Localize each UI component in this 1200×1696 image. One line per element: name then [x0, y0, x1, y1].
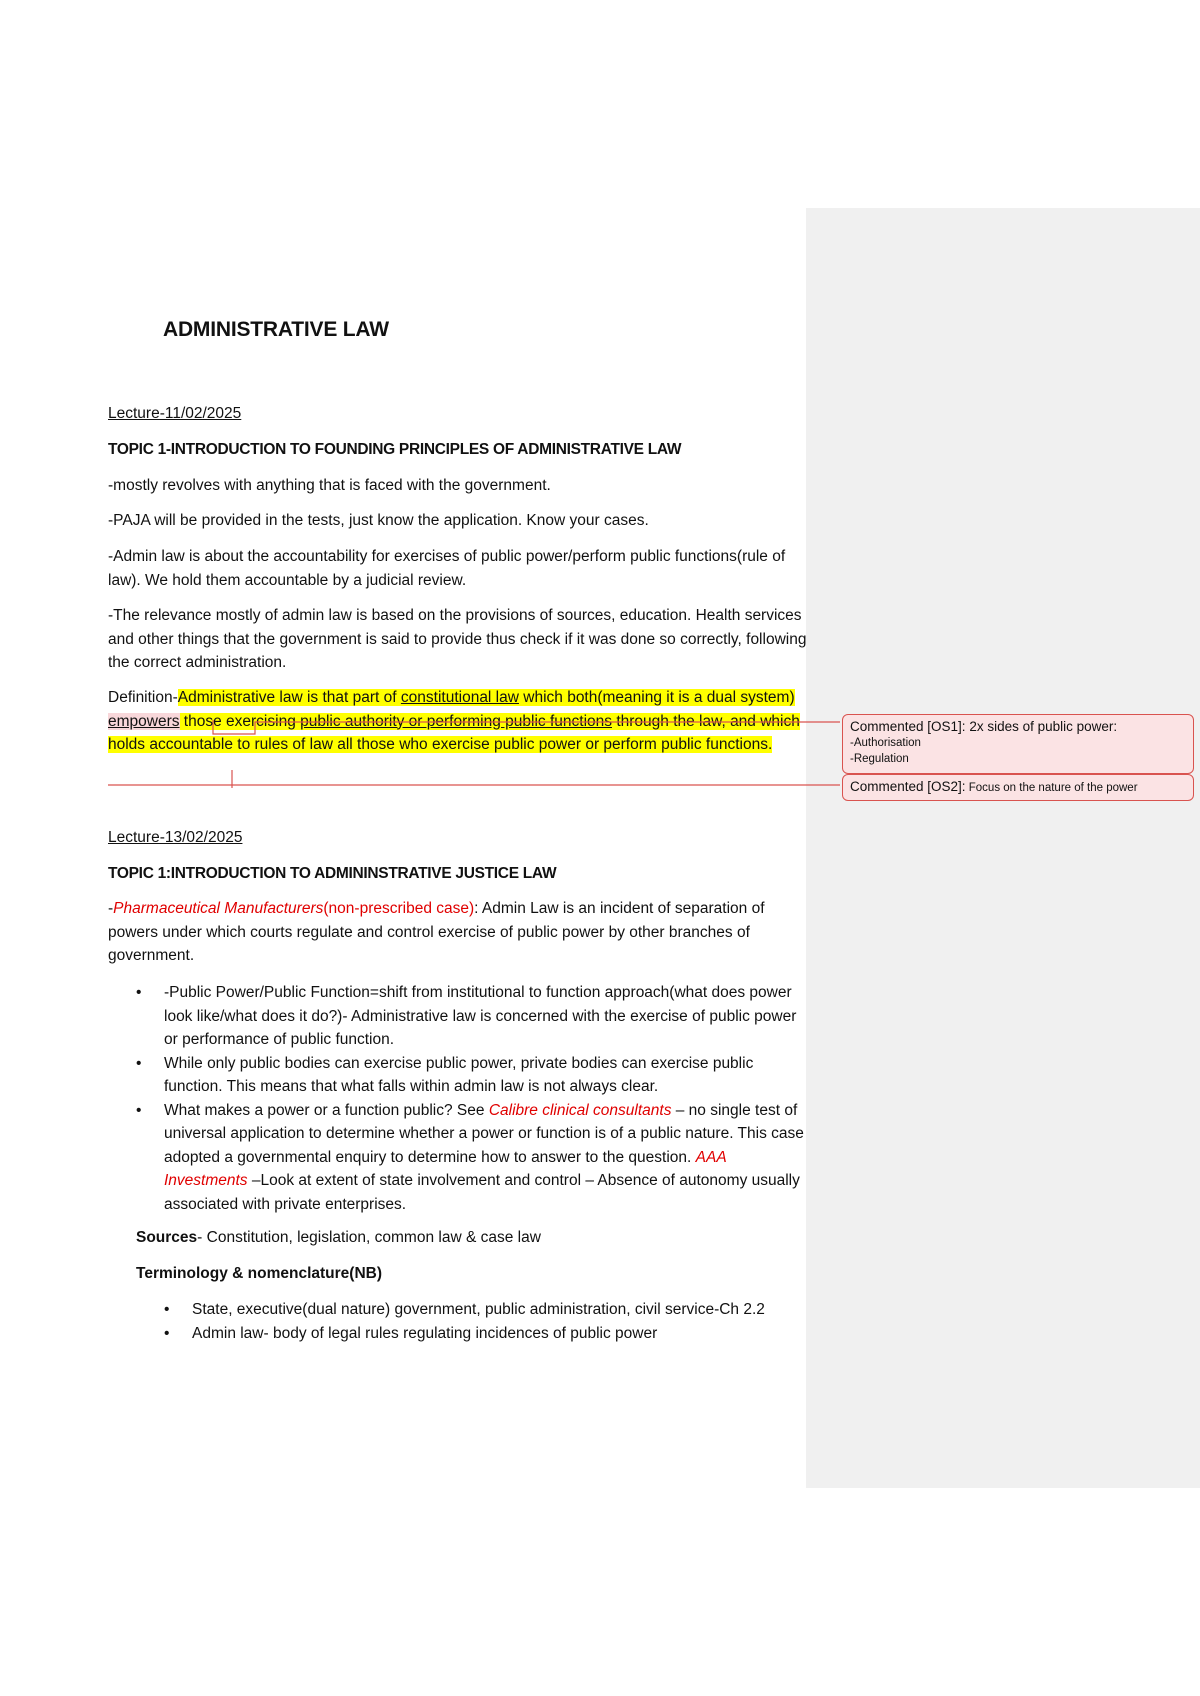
- definition-empowers[interactable]: empowers: [108, 712, 180, 730]
- non-prescribed-note: (non-prescribed case): [323, 900, 475, 917]
- comment-2-text: Focus on the nature of the power: [965, 782, 1138, 794]
- case-pharmaceutical-manufacturers: Pharmaceutical Manufacturers: [113, 900, 324, 917]
- lecture-1-heading: Lecture-11/02/2025: [108, 405, 242, 422]
- definition-text-1: Administrative law is that part of: [177, 689, 401, 706]
- bullet-3-text-a: What makes a power or a function public? See: [164, 1101, 489, 1119]
- comment-1-leader: [213, 720, 840, 734]
- sources-text: - Constitution, legislation, common law & case law: [197, 1229, 541, 1246]
- case-calibre-clinical-consultants: Calibre clinical consultants: [488, 1101, 672, 1119]
- list-item: • While only public bodies can exercise public power, private bodies can exercise public function. This means that what falls within admin law is not always clear.: [164, 1052, 810, 1099]
- list-item: • Admin law- body of legal rules regulating incidences of public power: [192, 1322, 812, 1346]
- lecture-1-paragraph-2: -PAJA will be provided in the tests, just know the application. Know your cases.: [108, 512, 649, 529]
- document-title: ADMINISTRATIVE LAW: [163, 318, 389, 341]
- definition-public-authority: public authority or performing public functions: [300, 712, 613, 730]
- bullet-3-text-b: – no single test of universal application to determine whether a power or function is of a public nature. This case adopted a governmental enquiry to determine how to answer to the question.: [164, 1101, 804, 1166]
- terminology-heading: Terminology & nomenclature(NB): [136, 1265, 383, 1282]
- definition-text-7: through the law, and which holds accountable to rules of law all those who exercise public power or perform public functions.: [108, 712, 800, 753]
- case-aaa-investments: AAA Investments: [164, 1148, 727, 1189]
- comment-1-text: 2x sides of public power:: [965, 719, 1118, 734]
- list-item: • -Public Power/Public Function=shift from institutional to function approach(what does power look like/what does it do?)- Administrative law is concerned with the exercise of public power or performance of public function.: [164, 981, 810, 1052]
- comment-os1[interactable]: [842, 714, 1194, 774]
- lecture-1-paragraph-4: -The relevance mostly of admin law is based on the provisions of sources, education. Health services and other things that the government is said to provide thus check if it was done so correctly, following the correct administration.: [108, 607, 807, 671]
- bullet-3-text-c: –Look at extent of state involvement and control – Absence of autonomy usually associated with private enterprises.: [164, 1172, 800, 1213]
- lecture-1-paragraph-3: -Admin law is about the accountability for exercises of public power/perform public functions(rule of law). We hold them accountable by a judicial review.: [108, 548, 786, 589]
- sources-label: Sources: [136, 1229, 198, 1246]
- list-item: • State, executive(dual nature) government, public administration, civil service-Ch 2.2: [192, 1298, 812, 1322]
- definition-text-5: those exercising: [179, 712, 301, 730]
- lecture-2-heading: Lecture-13/02/2025: [108, 829, 243, 846]
- comment-1-line-2: -Regulation: [850, 753, 909, 765]
- p1-dash: -: [108, 900, 114, 917]
- lecture-1-topic: TOPIC 1-INTRODUCTION TO FOUNDING PRINCIPLES OF ADMINISTRATIVE LAW: [108, 441, 682, 458]
- comment-os2[interactable]: [842, 774, 1194, 801]
- comment-1-line-1: -Authorisation: [850, 737, 921, 749]
- lecture-1-paragraph-1: -mostly revolves with anything that is faced with the government.: [108, 477, 551, 494]
- lecture-2-topic: TOPIC 1:INTRODUCTION TO ADMININSTRATIVE JUSTICE LAW: [108, 865, 557, 882]
- definition-label: Definition-: [108, 689, 178, 706]
- definition-text-3: which both(meaning it is a dual system): [518, 689, 795, 706]
- definition-constitutional-law: constitutional law: [400, 689, 519, 706]
- p1-text: : Admin Law is an incident of separation of powers under which courts regulate and control exercise of public power by other branches of government.: [108, 900, 765, 964]
- comment-1-label: Commented [OS1]:: [850, 719, 966, 734]
- comment-2-label: Commented [OS2]:: [850, 779, 966, 794]
